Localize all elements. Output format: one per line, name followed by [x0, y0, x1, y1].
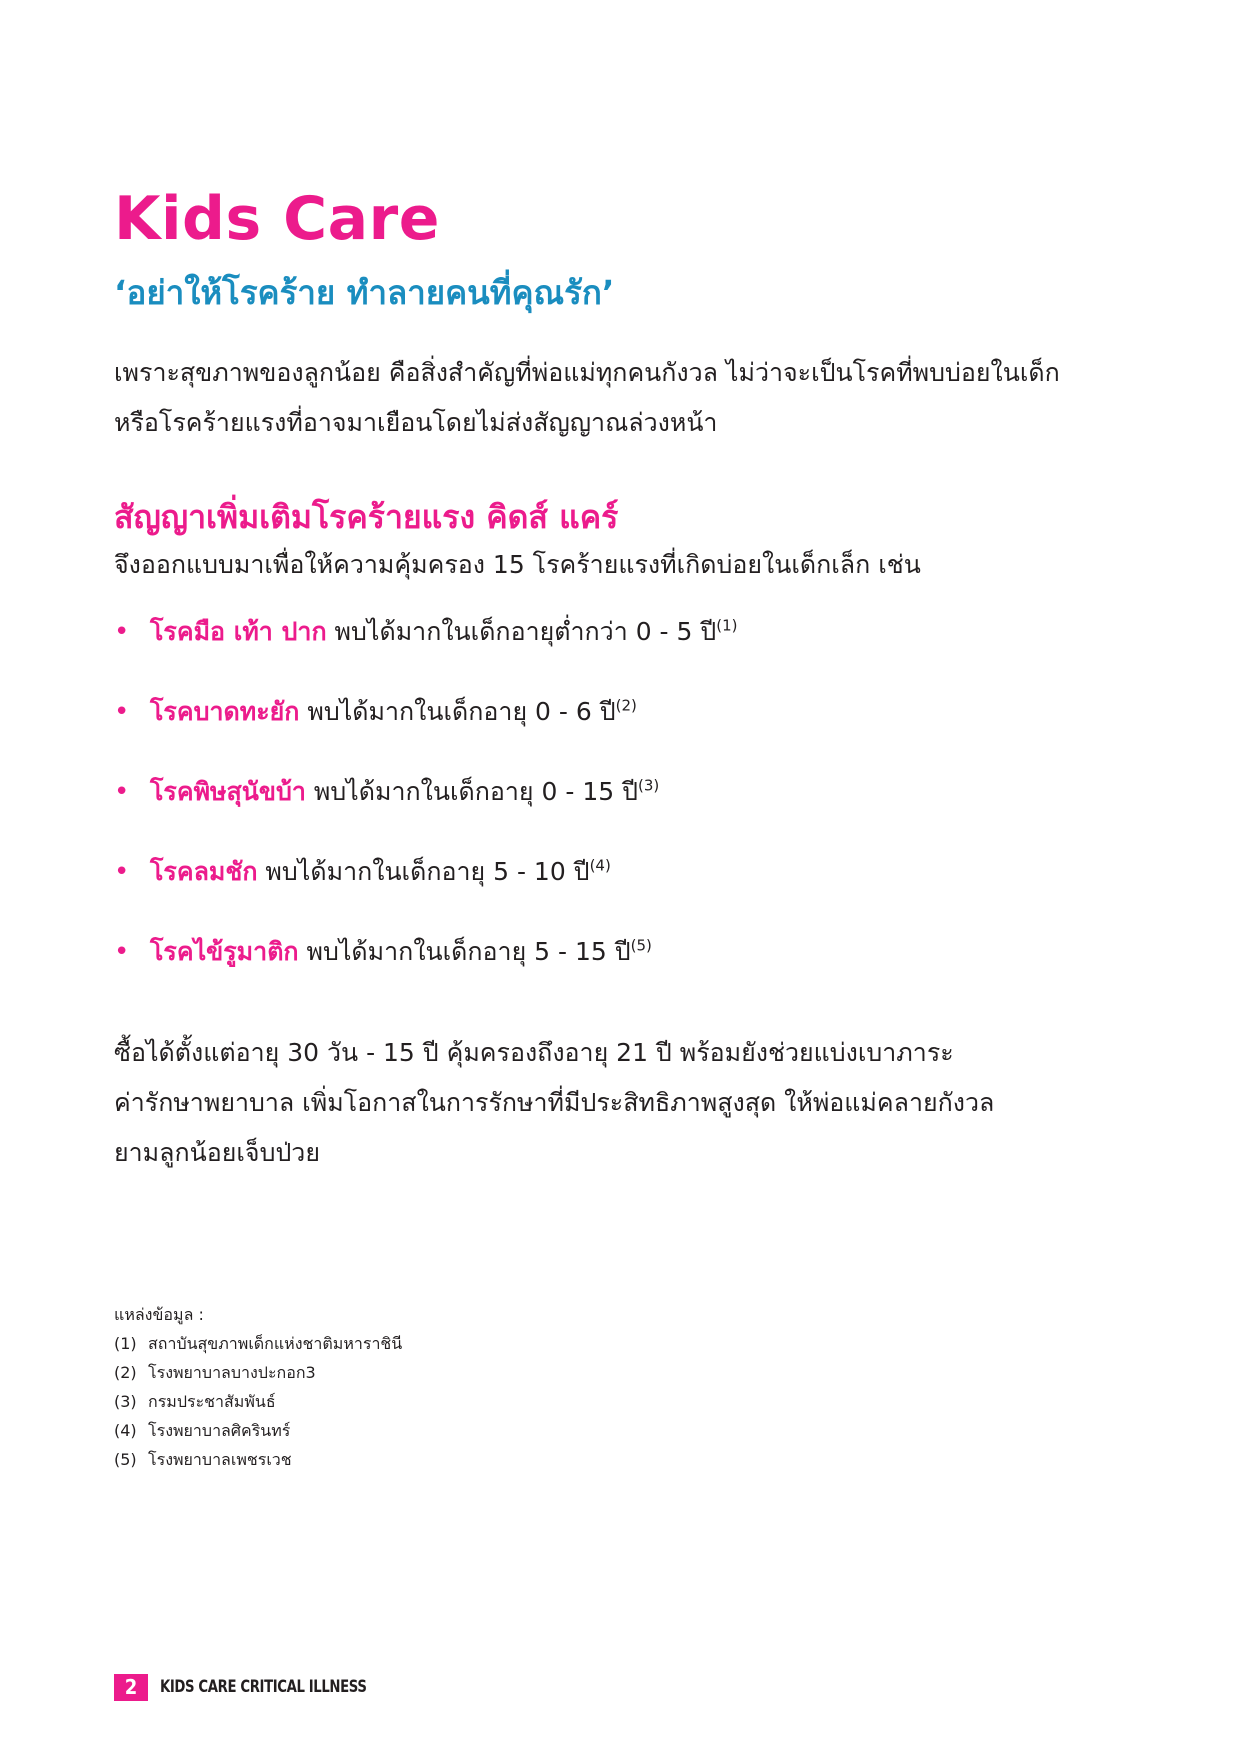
- sources-label: แหล่งข้อมูล :: [114, 1305, 204, 1324]
- source-text: โรงพยาบาลศิครินทร์: [148, 1421, 291, 1440]
- source-number: (1): [114, 1334, 137, 1353]
- intro-paragraph: [114, 348, 1144, 448]
- disease-description: พบได้มากในเด็กอายุ 5 - 10 ปี: [257, 857, 590, 886]
- source-text: สถาบันสุขภาพเด็กแห่งชาติมหาราชินี: [148, 1334, 403, 1353]
- reference-marker: (5): [630, 936, 652, 955]
- closing-paragraph: [114, 1028, 1154, 1178]
- source-text: โรงพยาบาลบางปะกอก3: [148, 1363, 316, 1382]
- list-item: [114, 850, 1114, 930]
- bullet-icon: •: [114, 857, 130, 887]
- source-item: [114, 1387, 402, 1416]
- intro-line: เพราะสุขภาพของลูกน้อย คือสิ่งสำคัญที่พ่อแม่ทุกคนกังวล ไม่ว่าจะเป็นโรคที่พบบ่อยในเด็ก: [114, 358, 1060, 387]
- disease-name: โรคพิษสุนัขบ้า: [150, 777, 306, 806]
- closing-line: ยามลูกน้อยเจ็บป่วย: [114, 1138, 320, 1167]
- disease-description: พบได้มากในเด็กอายุ 0 - 15 ปี: [305, 777, 638, 806]
- reference-marker: (4): [589, 856, 611, 875]
- disease-description: พบได้มากในเด็กอายุ 0 - 6 ปี: [299, 697, 616, 726]
- footer-title: KIDS CARE CRITICAL ILLNESS: [160, 1677, 367, 1697]
- page-subtitle: ‘อย่าให้โรคร้าย ทำลายคนที่คุณรัก’: [114, 273, 615, 312]
- section-heading: สัญญาเพิ่มเติมโรคร้ายแรง คิดส์ แคร์: [114, 498, 619, 536]
- source-text: โรงพยาบาลเพชรเวช: [148, 1450, 292, 1469]
- page-number-badge: 2: [114, 1674, 148, 1701]
- closing-line: ซื้อได้ตั้งแต่อายุ 30 วัน - 15 ปี คุ้มครองถึงอายุ 21 ปี พร้อมยังช่วยแบ่งเบาภาระ: [114, 1038, 954, 1067]
- source-number: (2): [114, 1363, 137, 1382]
- source-number: (5): [114, 1450, 137, 1469]
- closing-line: ค่ารักษาพยาบาล เพิ่มโอกาสในการรักษาที่มีประสิทธิภาพสูงสุด ให้พ่อแม่คลายกังวล: [114, 1088, 995, 1117]
- disease-list: [114, 610, 1114, 1010]
- bullet-icon: •: [114, 777, 130, 807]
- page-title: Kids Care: [114, 184, 440, 254]
- source-number: (4): [114, 1421, 137, 1440]
- disease-description: พบได้มากในเด็กอายุ 5 - 15 ปี: [298, 937, 631, 966]
- list-item: [114, 930, 1114, 1010]
- source-item: [114, 1358, 402, 1387]
- disease-name: โรคไข้รูมาติก: [150, 937, 299, 966]
- list-item: [114, 610, 1114, 690]
- intro-line: หรือโรคร้ายแรงที่อาจมาเยือนโดยไม่ส่งสัญญาณล่วงหน้า: [114, 408, 718, 437]
- disease-name: โรคมือ เท้า ปาก: [150, 617, 327, 646]
- source-item: [114, 1329, 402, 1358]
- disease-name: โรคลมชัก: [150, 857, 258, 886]
- reference-marker: (1): [716, 616, 738, 635]
- section-lead: จึงออกแบบมาเพื่อให้ความคุ้มครอง 15 โรคร้ายแรงที่เกิดบ่อยในเด็กเล็ก เช่น: [114, 550, 921, 579]
- source-item: [114, 1416, 402, 1445]
- disease-name: โรคบาดทะยัก: [150, 697, 300, 726]
- list-item: [114, 770, 1114, 850]
- reference-marker: (2): [615, 696, 637, 715]
- sources-list: [114, 1329, 402, 1474]
- page-footer: [114, 1674, 425, 1701]
- reference-marker: (3): [637, 776, 660, 795]
- bullet-icon: •: [114, 697, 130, 727]
- source-number: (3): [114, 1392, 137, 1411]
- list-item: [114, 690, 1114, 770]
- bullet-icon: •: [114, 617, 130, 647]
- disease-description: พบได้มากในเด็กอายุต่ำกว่า 0 - 5 ปี: [326, 617, 717, 646]
- sources-block: [114, 1300, 402, 1474]
- bullet-icon: •: [114, 937, 130, 967]
- source-text: กรมประชาสัมพันธ์: [148, 1392, 276, 1411]
- source-item: [114, 1445, 402, 1474]
